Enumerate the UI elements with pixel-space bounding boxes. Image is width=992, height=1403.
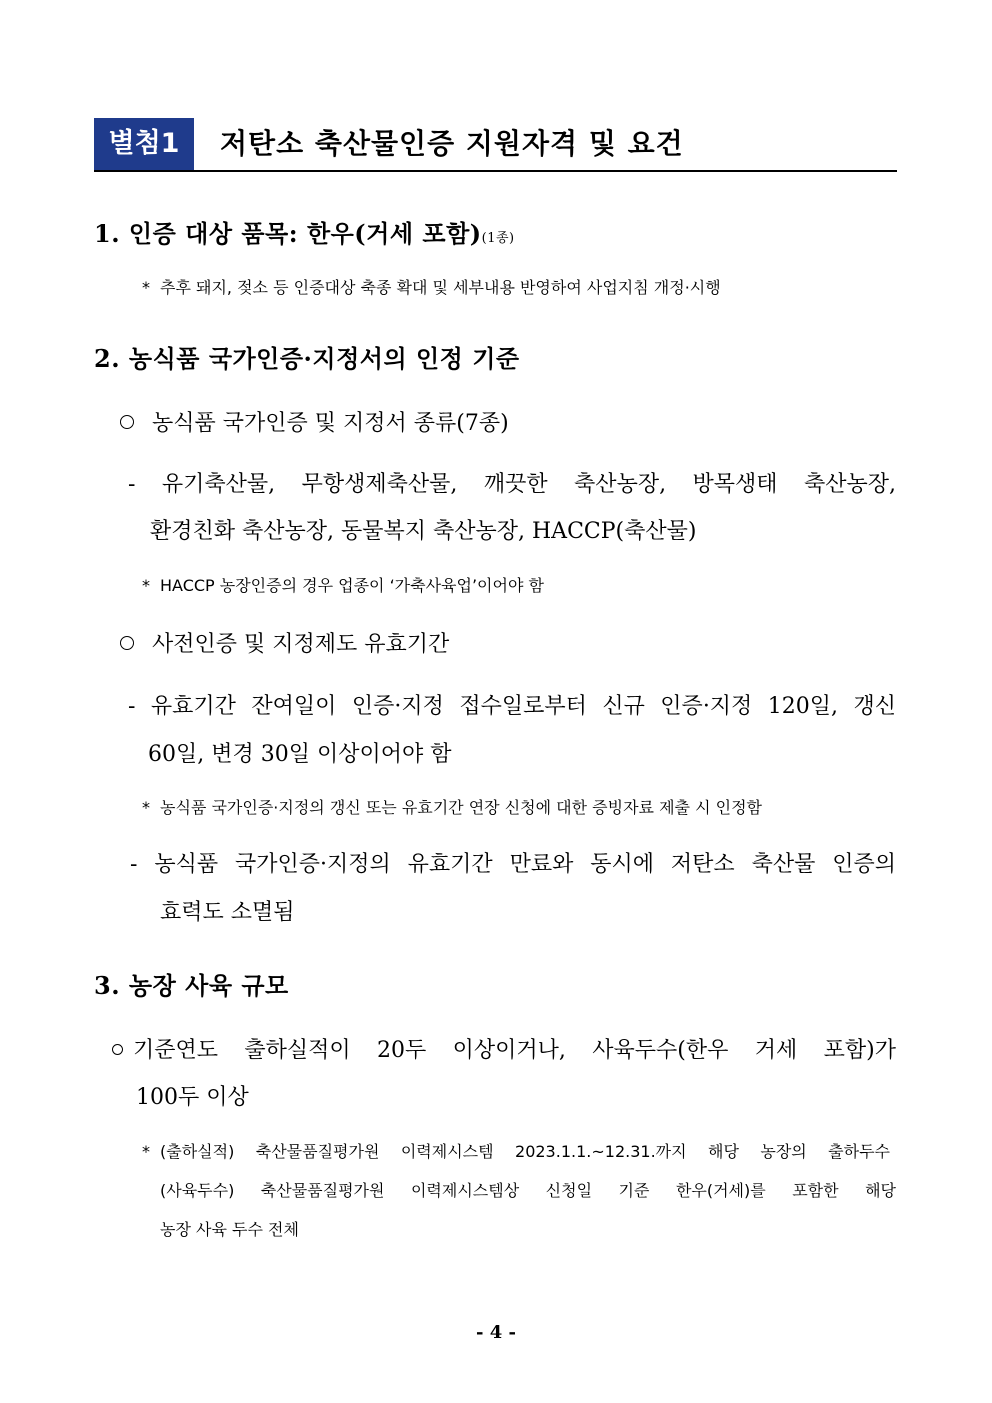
section-2-dash-3-line-1: - 농식품 국가인증·지정의 유효기간 만료와 동시에 저탄소 축산물 인증의 bbox=[130, 852, 896, 877]
note-marker: * bbox=[142, 798, 150, 817]
page-number: - 4 - bbox=[476, 1322, 516, 1343]
section-2-bullet-1 bbox=[120, 406, 509, 437]
section-1-note bbox=[142, 275, 721, 298]
circle-bullet-icon bbox=[112, 1044, 123, 1055]
section-2-dash-2-line-1: - 유효기간 잔여일이 인증·지정 접수일로부터 신규 인증·지정 120일, 갱신 bbox=[128, 694, 896, 719]
section-2-bullet-1-text: 농식품 국가인증 및 지정서 종류(7종) bbox=[152, 411, 509, 436]
section-1-heading-text: 1. 인증 대상 품목: 한우(거세 포함) bbox=[94, 219, 482, 248]
document-title: 저탄소 축산물인증 지원자격 및 요건 bbox=[220, 127, 684, 160]
section-1-heading-suffix: (1종) bbox=[481, 231, 515, 246]
note-marker: * bbox=[142, 576, 150, 595]
circle-bullet-icon bbox=[120, 636, 134, 650]
section-2-note-2 bbox=[142, 795, 762, 818]
section-1-note-text: 추후 돼지, 젖소 등 인증대상 축종 확대 및 세부내용 반영하여 사업지침 개정·시행 bbox=[160, 278, 721, 297]
section-3-note-line-2: (사육두수) 축산물품질평가원 이력제시스템상 신청일 기준 한우(거세)를 포함한 해당 bbox=[160, 1181, 896, 1200]
attachment-badge: 별첨1 bbox=[94, 118, 194, 170]
section-2-dash-1-line-1: - 유기축산물, 무항생제축산물, 깨끗한 축산농장, 방목생태 축산농장, bbox=[128, 472, 896, 497]
note-marker: * bbox=[142, 1142, 150, 1161]
section-3-bullet-line-1-text: 기준연도 출하실적이 20두 이상이거나, 사육두수(한우 거세 포함)가 bbox=[133, 1038, 896, 1063]
section-3-note-line-3: 농장 사육 두수 전체 bbox=[160, 1220, 299, 1239]
section-3-note-line-1-text: (출하실적) 축산물품질평가원 이력제시스템 2023.1.1.~12.31.까지 해당 농장의 출하두수 bbox=[160, 1142, 890, 1161]
section-2-note-2-text: 농식품 국가인증·지정의 갱신 또는 유효기간 연장 신청에 대한 증빙자료 제출 시 인정함 bbox=[160, 798, 762, 817]
section-2-dash-2-line-2: 60일, 변경 30일 이상이어야 함 bbox=[148, 742, 452, 767]
section-3-bullet-line-1 bbox=[112, 1033, 896, 1064]
section-2-bullet-2-text: 사전인증 및 지정제도 유효기간 bbox=[152, 632, 450, 657]
section-2-dash-1-line-2: 환경친화 축산농장, 동물복지 축산농장, HACCP(축산물) bbox=[150, 519, 697, 544]
attachment-header bbox=[94, 118, 897, 172]
section-3-note-line-1 bbox=[142, 1139, 890, 1162]
section-2-heading: 2. 농식품 국가인증·지정서의 인정 기준 bbox=[94, 344, 520, 373]
section-1-heading bbox=[94, 214, 515, 249]
section-3-heading: 3. 농장 사육 규모 bbox=[94, 971, 289, 1000]
circle-bullet-icon bbox=[120, 415, 134, 429]
section-2-note-1 bbox=[142, 573, 544, 596]
section-2-bullet-2 bbox=[120, 627, 449, 658]
note-marker: * bbox=[142, 278, 150, 297]
section-2-note-1-text: HACCP 농장인증의 경우 업종이 ‘가축사육업’이어야 함 bbox=[160, 576, 544, 595]
section-3-bullet-line-2: 100두 이상 bbox=[136, 1085, 249, 1110]
section-2-dash-3-line-2: 효력도 소멸됨 bbox=[160, 900, 295, 925]
